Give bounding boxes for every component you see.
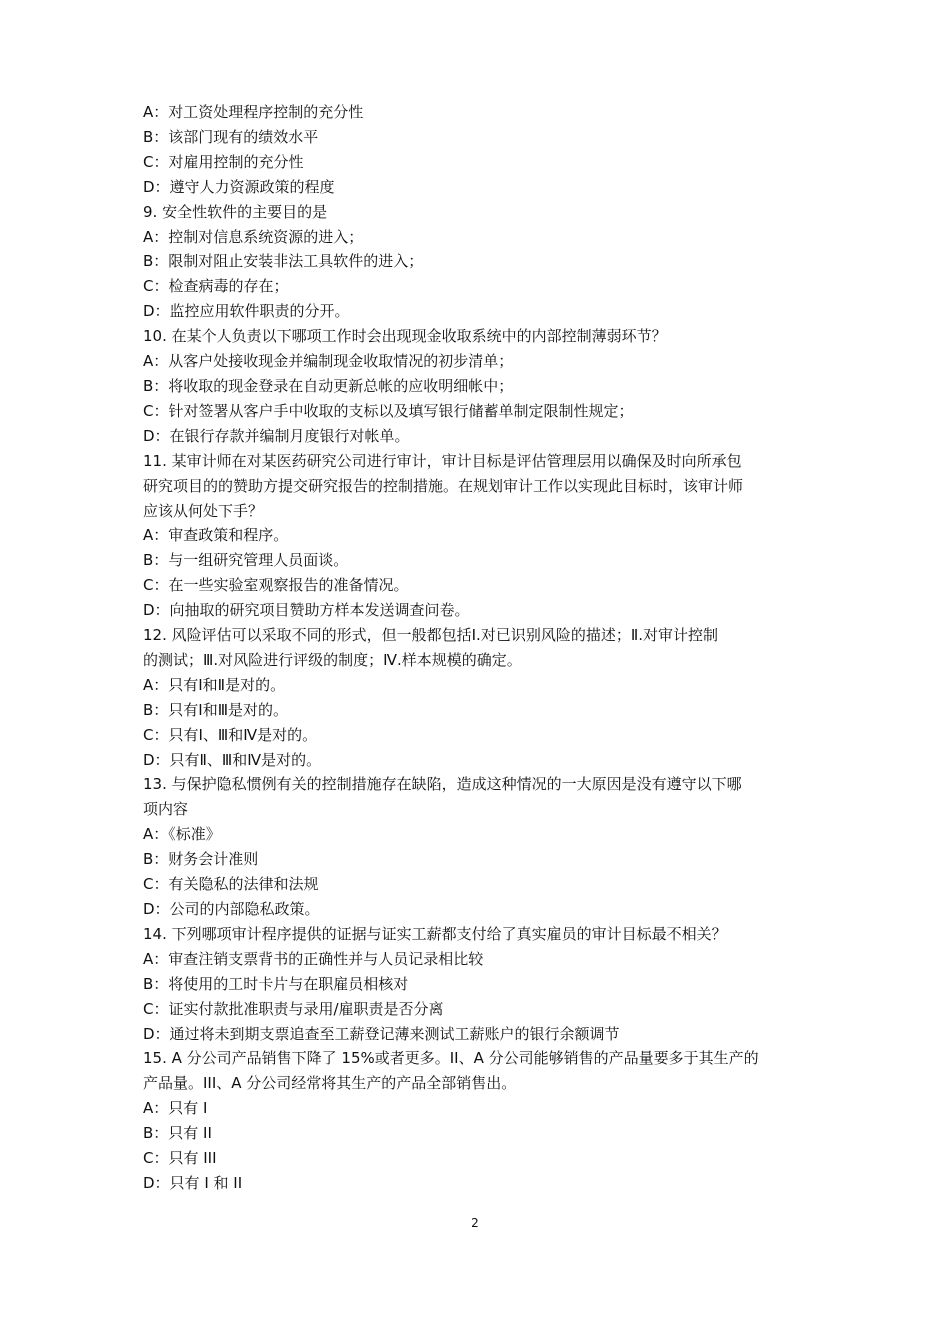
- question-line: 12. 风险评估可以采取不同的形式，但一般都包括Ⅰ.对已识别风险的描述；Ⅱ.对审计控制: [143, 626, 718, 645]
- question-line: 14. 下列哪项审计程序提供的证据与证实工薪都支付给了真实雇员的审计目标最不相关？: [143, 924, 727, 943]
- question-line: 的测试；Ⅲ.对风险进行评级的制度；Ⅳ.样本规模的确定。: [143, 650, 522, 669]
- text-line: C：只有 III: [143, 1149, 217, 1168]
- text-line: D：遵守人力资源政策的程度: [143, 177, 335, 196]
- text-line: D：向抽取的研究项目赞助方样本发送调查问卷。: [143, 601, 470, 620]
- text-line: B：与一组研究管理人员面谈。: [143, 551, 349, 570]
- question-line: 11. 某审计师在对某医药研究公司进行审计，审计目标是评估管理层用以确保及时向所承包: [143, 451, 742, 470]
- text-line: A：审查注销支票背书的正确性并与人员记录相比较: [143, 949, 484, 968]
- text-line: A：《标准》: [143, 825, 221, 844]
- text-line: A：对工资处理程序控制的充分性: [143, 103, 364, 121]
- question-line: 研究项目的的赞助方提交研究报告的控制措施。在规划审计工作以实现此目标时，该审计师: [143, 476, 744, 495]
- text-line: B：将收取的现金登录在自动更新总帐的应收明细帐中；: [143, 376, 514, 395]
- question-line: 10. 在某个人负责以下哪项工作时会出现现金收取系统中的内部控制薄弱环节？: [143, 327, 667, 346]
- text-line: C：只有Ⅰ、Ⅲ和Ⅳ是对的。: [143, 725, 318, 744]
- text-line: B：只有 II: [143, 1124, 212, 1143]
- text-line: C：在一些实验室观察报告的准备情况。: [143, 576, 409, 595]
- question-line: 9. 安全性软件的主要目的是: [143, 202, 328, 221]
- text-line: B：限制对阻止安装非法工具软件的进入；: [143, 252, 424, 271]
- text-line: A：只有Ⅰ和Ⅱ是对的。: [143, 675, 286, 694]
- text-line: C：针对签署从客户手中收取的支标以及填写银行储蓄单制定限制性规定；: [143, 401, 634, 420]
- text-line: B：财务会计准则: [143, 850, 259, 869]
- text-line: B：只有Ⅰ和Ⅲ是对的。: [143, 700, 289, 719]
- text-line: B：将使用的工时卡片与在职雇员相核对: [143, 974, 409, 993]
- question-line: 产品量。III、A 分公司经常将其生产的产品全部销售出。: [143, 1074, 517, 1093]
- question-line: 应该从何处下手？: [143, 501, 264, 520]
- text-line: C：证实付款批准职责与录用/雇职责是否分离: [143, 999, 444, 1018]
- question-line: 15. A 分公司产品销售下降了 15%或者更多。II、A 分公司能够销售的产品量要多于其生产的: [143, 1049, 759, 1068]
- text-line: C：检查病毒的存在；: [143, 277, 289, 296]
- text-line: A：审查政策和程序。: [143, 526, 289, 545]
- page-number: 2: [471, 1216, 479, 1230]
- text-line: B：该部门现有的绩效水平: [143, 127, 319, 146]
- text-line: A：只有 I: [143, 1099, 208, 1118]
- text-line: A：控制对信息系统资源的进入；: [143, 227, 364, 246]
- text-line: D：只有Ⅱ、Ⅲ和Ⅳ是对的。: [143, 750, 322, 769]
- question-line: 项内容: [143, 800, 189, 819]
- document-body: [143, 100, 823, 1196]
- text-line: D：监控应用软件职责的分开。: [143, 302, 350, 321]
- text-line: C：有关隐私的法律和法规: [143, 875, 319, 894]
- text-line: D：通过将未到期支票追查至工薪登记薄来测试工薪账户的银行余额调节: [143, 1024, 620, 1043]
- text-line: A：从客户处接收现金并编制现金收取情况的初步清单；: [143, 352, 514, 371]
- text-line: D：在银行存款并编制月度银行对帐单。: [143, 426, 410, 445]
- text-line: D：只有 I 和 II: [143, 1173, 243, 1192]
- text-line: C：对雇用控制的充分性: [143, 152, 304, 171]
- text-line: D：公司的内部隐私政策。: [143, 900, 320, 918]
- question-line: 13. 与保护隐私惯例有关的控制措施存在缺陷，造成这种情况的一大原因是没有遵守以下哪: [143, 775, 742, 794]
